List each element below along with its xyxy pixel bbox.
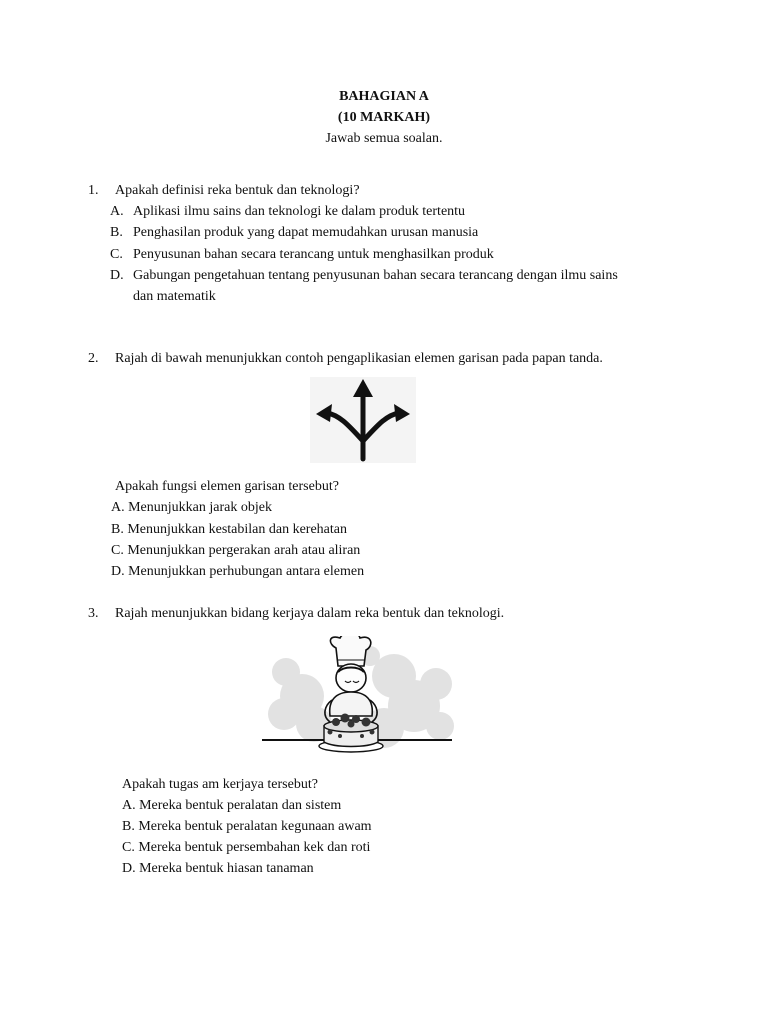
option-text: Penyusunan bahan secara terancang untuk menghasilkan produk [133, 247, 494, 262]
option-text: Penghasilan produk yang dapat memudahkan urusan manusia [133, 225, 479, 240]
option-text: D. Mereka bentuk hiasan tanaman [122, 861, 314, 876]
question-text: Apakah definisi reka bentuk dan teknologi? [115, 183, 360, 198]
option-letter: A. [110, 204, 124, 219]
option-text: C. Mereka bentuk persembahan kek dan roti [122, 840, 371, 855]
option-text: Aplikasi ilmu sains dan teknologi ke dalam produk tertentu [133, 204, 466, 219]
question-text: Rajah di bawah menunjukkan contoh pengaplikasian elemen garisan pada papan tanda. [115, 351, 603, 366]
subquestion-text: Apakah tugas am kerjaya tersebut? [122, 777, 318, 792]
option-letter: C. [110, 247, 123, 262]
option-text-continued: dan matematik [133, 289, 216, 304]
chef-cake-illustration-icon [244, 636, 466, 768]
option-text: D. Menunjukkan perhubungan antara elemen [111, 564, 365, 579]
option-text: A. Menunjukkan jarak objek [111, 500, 272, 515]
subquestion-text: Apakah fungsi elemen garisan tersebut? [115, 479, 339, 494]
question-number: 1. [88, 183, 99, 198]
section-instruction: Jawab semua soalan. [325, 131, 443, 146]
direction-arrow-sign-icon [310, 377, 416, 463]
question-text: Rajah menunjukkan bidang kerjaya dalam reka bentuk dan teknologi. [115, 606, 505, 621]
section-title: BAHAGIAN A [339, 89, 429, 104]
option-text: C. Menunjukkan pergerakan arah atau aliran [111, 543, 361, 558]
option-text: B. Mereka bentuk peralatan kegunaan awam [122, 819, 372, 834]
question-number: 3. [88, 606, 99, 621]
option-text: B. Menunjukkan kestabilan dan kerehatan [111, 522, 347, 537]
option-text: A. Mereka bentuk peralatan dan sistem [122, 798, 342, 813]
section-marks: (10 MARKAH) [337, 110, 431, 125]
question-number: 2. [88, 351, 99, 366]
option-text: Gabungan pengetahuan tentang penyusunan bahan secara terancang dengan ilmu sains [133, 268, 618, 283]
option-letter: D. [110, 268, 124, 283]
option-letter: B. [110, 225, 123, 240]
